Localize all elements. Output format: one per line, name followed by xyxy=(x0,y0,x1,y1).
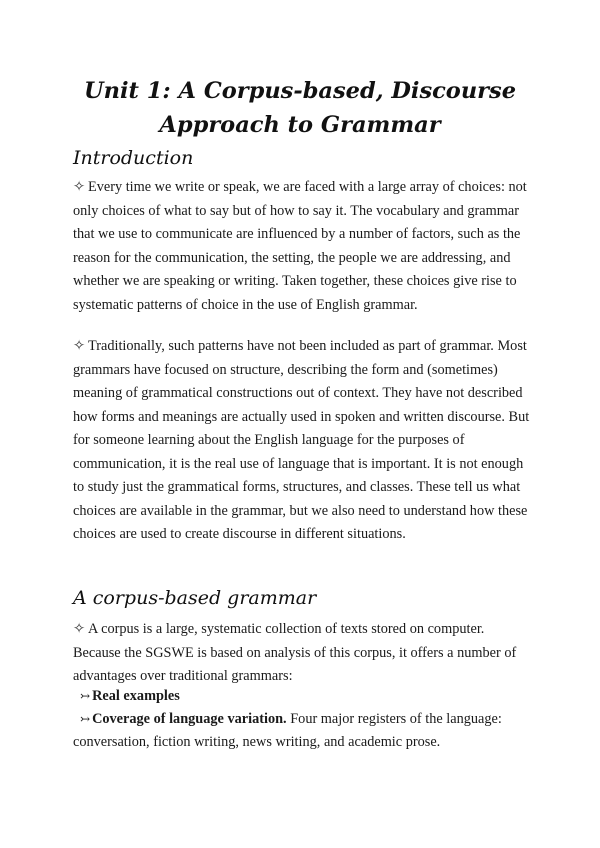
diamond-bullet-icon: ✧ xyxy=(73,179,85,195)
diamond-bullet-icon: ✧ xyxy=(73,338,85,354)
list-item-real-examples xyxy=(80,685,180,709)
corpus-grammar-heading: A corpus-based grammar xyxy=(73,587,317,609)
corpus-paragraph-1 xyxy=(73,618,531,689)
paragraph-text: Traditionally, such patterns have not been included as part of grammar. Most grammars have focused on structure, describing the form and (sometimes) meaning of grammatical constructions out of context. They have not described how forms and meanings are actually used in spoken and written discourse. But for someone learning about the English language for the purposes of communication, it is the real use of language that is important. It is not enough to study just the grammatical forms, structures, and classes. These tell us what choices are available in the grammar, but we also need to understand how these choices are used to create discourse in different situations. xyxy=(73,338,530,542)
paragraph-text: A corpus is a large, systematic collection of texts stored on computer. Because the SGSWE is based on analysis of this corpus, it offers a number of advantages over traditional grammars: xyxy=(73,621,517,684)
arrow-bullet-icon: ↣ xyxy=(80,712,91,726)
list-item-label: Real examples xyxy=(92,688,180,704)
list-item-label: Coverage of language variation. xyxy=(92,711,287,727)
list-item-text: Four major registers of the language: xyxy=(290,711,502,727)
list-item-continuation: conversation, fiction writing, news writing, and academic prose. xyxy=(73,734,441,750)
paragraph-text: Every time we write or speak, we are faced with a large array of choices: not only choices of what to say but of how to say it. The vocabulary and grammar that we use to communicate are influenced by a number of factors, such as the reason for the communication, the setting, the people we are addressing, and whether we are speaking or writing. Taken together, these choices give rise to systematic patterns of choice in the use of English grammar. xyxy=(73,179,527,313)
introduction-heading: Introduction xyxy=(73,147,194,169)
arrow-bullet-icon: ↣ xyxy=(80,689,91,703)
diamond-bullet-icon: ✧ xyxy=(73,621,85,637)
title-line-1: Unit 1: A Corpus-based, Discourse xyxy=(83,78,517,104)
introduction-paragraph-1 xyxy=(73,176,531,317)
list-item-language-variation xyxy=(80,708,535,732)
title-line-2: Approach to Grammar xyxy=(159,112,441,138)
document-title xyxy=(60,74,540,142)
introduction-paragraph-2 xyxy=(73,335,531,547)
